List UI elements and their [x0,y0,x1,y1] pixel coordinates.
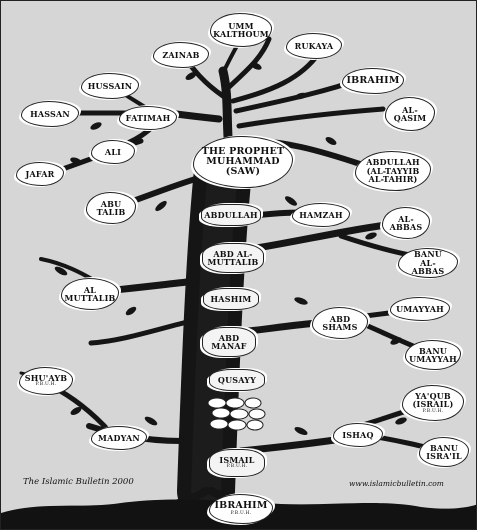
node-hashim [203,288,259,310]
node-ibrahim-root [209,494,273,524]
node-label: UMM KALTHOUM [213,20,269,39]
node-label: HAMZAH [299,209,343,220]
node-label: RUKAYA [294,40,334,51]
node-label: ABD MANAF [211,332,247,351]
node-abd-al-muttalib [202,243,264,273]
node-label: YA'QUB (ISRAIL) [412,390,454,410]
node-sublabel: P.B.U.H. [35,382,57,388]
node-sublabel: P.B.U.H. [226,464,248,470]
node-ali [91,140,135,164]
node-label: ABDULLAH [204,209,258,220]
node-label: ABD SHAMS [322,313,358,332]
node-hassan [21,101,79,127]
node-al-qasim [385,97,435,131]
node-banu-israil [419,437,469,467]
node-rukaya [286,33,342,59]
node-label: ABDULLAH (AL-TAYYIB AL-TAHIR) [366,157,420,185]
caption-source: The Islamic Bulletin 2000 [23,477,134,487]
node-shuayb [19,367,73,395]
node-label: ZAINAB [162,49,200,60]
node-abd-shams [312,307,368,339]
node-umm-kalthoum [210,13,272,47]
node-label: BANU AL-ABBAS [411,249,445,277]
node-yaqub [402,385,464,421]
node-abu-talib [86,192,136,224]
node-label: HASHIM [210,293,252,304]
node-label: ABU TALIB [96,198,126,217]
node-ibrahim-son [342,68,404,94]
node-abdullah-al-tayyib [355,151,431,191]
node-label: BANU UMAYYAH [409,345,457,364]
node-label: HASSAN [30,108,70,119]
node-label: BANU ISRA'IL [426,442,462,461]
node-label: THE PROPHET MUHAMMAD (SAW) [201,146,285,177]
node-label: IBRAHIM [214,500,268,512]
node-jafar [16,162,64,186]
node-label: QUSAYY [217,374,257,385]
node-label: ALI [104,146,122,157]
node-abdullah [201,204,261,226]
node-al-muttalib [61,278,119,310]
node-prophet-muhammad [193,136,293,188]
node-abd-manaf [202,327,256,357]
node-label: JAFAR [25,168,55,179]
node-zainab [153,42,209,68]
node-qusayy [209,369,265,391]
node-madyan [91,426,147,450]
node-ishaq [333,423,383,447]
node-label: UMAYYAH [396,303,444,314]
node-label: FATIMAH [125,112,171,123]
node-label: ISHAQ [342,429,374,440]
node-fatimah [119,106,177,130]
node-label: ABD AL- MUTTALIB [207,248,259,267]
node-ismail [209,449,265,477]
node-label: AL MUTTALIB [64,284,116,303]
node-hamzah [292,203,350,227]
caption-website: www.islamicbulletin.com [349,479,444,488]
node-label: AL- ABBAS [389,213,423,232]
node-label: SHU'AYB [24,372,68,383]
node-hussain [81,73,139,99]
node-al-abbas [382,207,430,239]
node-label: ISMAIL [219,454,255,465]
node-sublabel: P.B.U.H. [422,408,444,414]
node-banu-umayyah [405,340,461,370]
node-label: IBRAHIM [346,75,400,87]
node-label: AL- QASIM [393,104,427,123]
node-banu-al-abbas [398,248,458,278]
node-sublabel: P.B.U.H. [230,511,252,517]
node-label: MADYAN [98,432,140,443]
node-umayyah [390,297,450,321]
node-label: HUSSAIN [87,80,133,91]
